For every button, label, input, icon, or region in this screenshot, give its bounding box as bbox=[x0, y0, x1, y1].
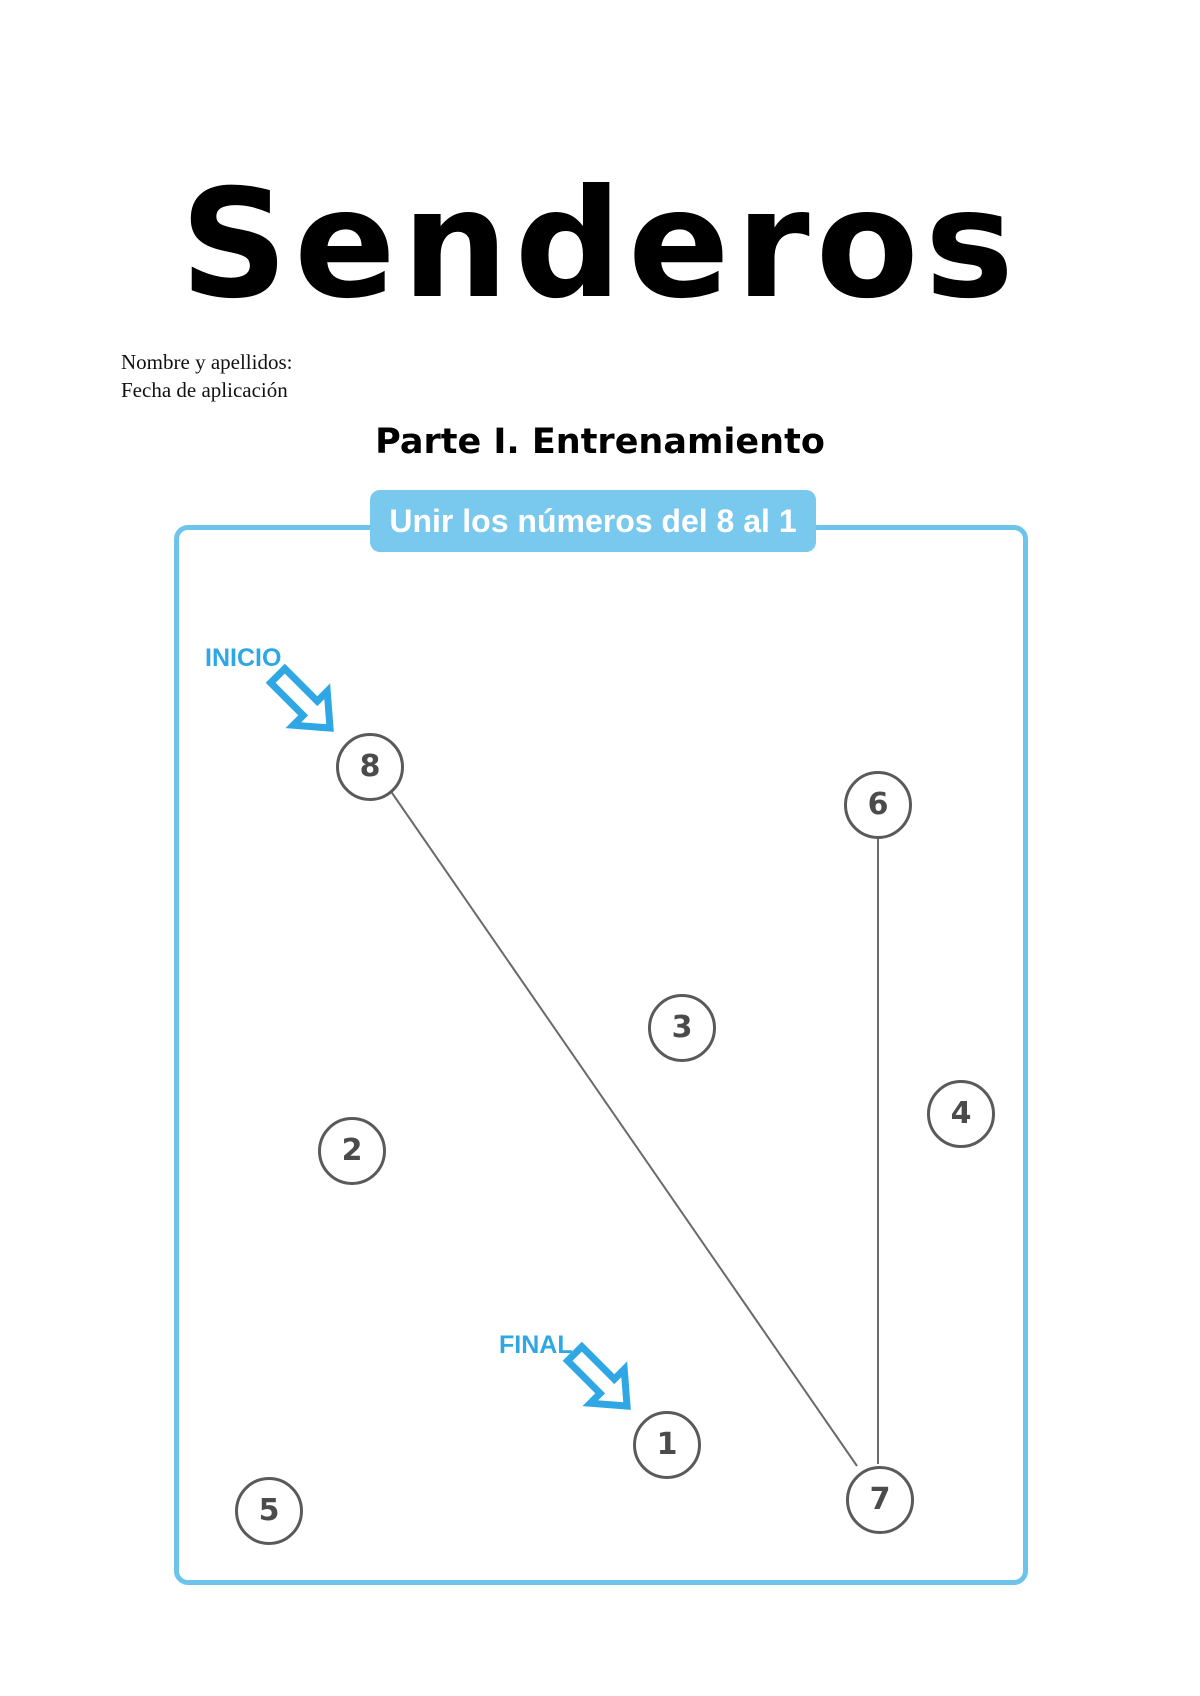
node-5[interactable]: 5 bbox=[235, 1477, 303, 1545]
name-field-label: Nombre y apellidos: bbox=[121, 350, 293, 374]
node-1[interactable]: 1 bbox=[633, 1411, 701, 1479]
connector-line bbox=[390, 790, 857, 1466]
node-3[interactable]: 3 bbox=[648, 994, 716, 1062]
section-title: Parte I. Entrenamiento bbox=[375, 422, 825, 462]
node-7[interactable]: 7 bbox=[846, 1466, 914, 1534]
node-6[interactable]: 6 bbox=[844, 771, 912, 839]
node-2[interactable]: 2 bbox=[318, 1117, 386, 1185]
start-label: INICIO bbox=[205, 644, 282, 672]
instruction-banner: Unir los números del 8 al 1 bbox=[370, 490, 816, 552]
end-label: FINAL bbox=[499, 1331, 573, 1359]
date-field-label: Fecha de aplicación bbox=[121, 378, 288, 402]
node-8[interactable]: 8 bbox=[336, 733, 404, 801]
node-4[interactable]: 4 bbox=[927, 1080, 995, 1148]
page-title: Senderos bbox=[180, 158, 1020, 332]
